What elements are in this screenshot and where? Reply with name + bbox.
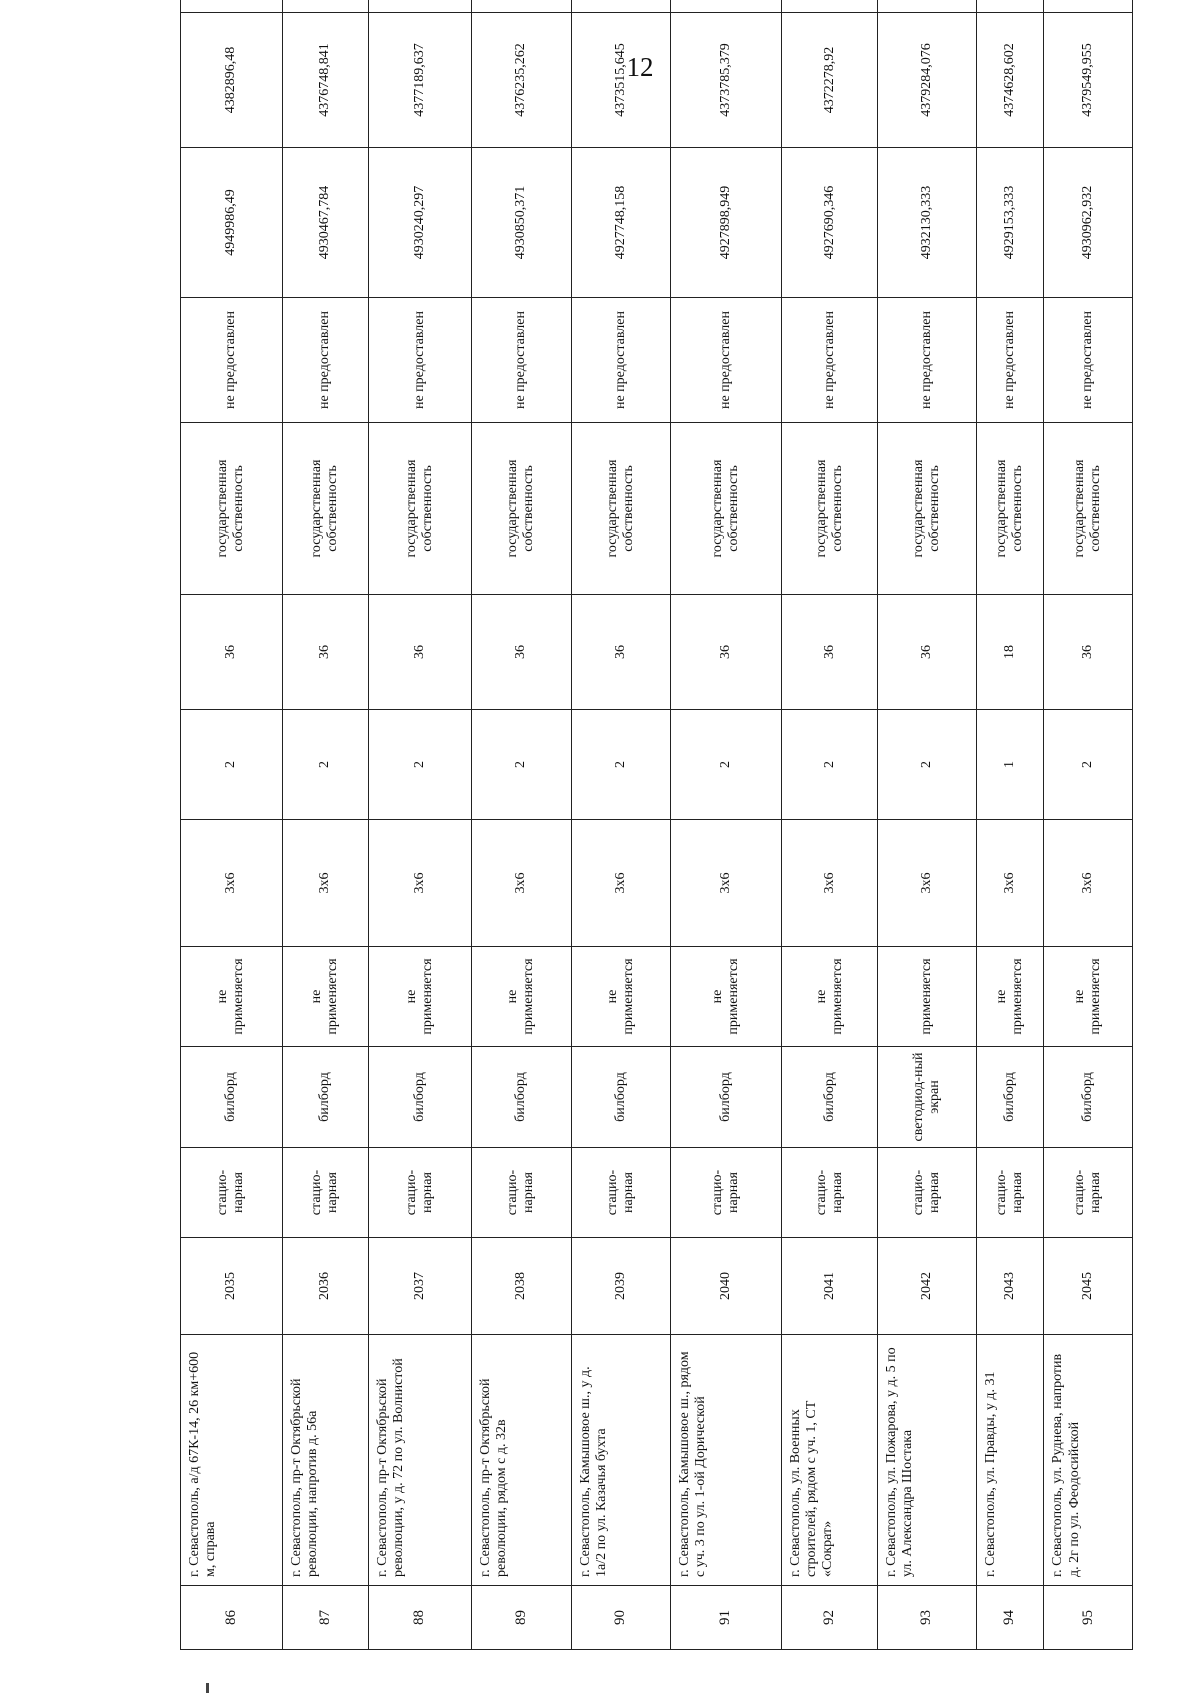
structure-type-cell: билборд bbox=[181, 1047, 283, 1148]
last-column-cell bbox=[1044, 0, 1133, 13]
coordinate-x-cell: 4927690,346 bbox=[782, 148, 878, 298]
row-number-cell: 90 bbox=[572, 1586, 670, 1650]
ownership-cell: государственная собственность bbox=[368, 423, 471, 595]
sides-cell: 2 bbox=[1044, 710, 1133, 820]
table-row bbox=[976, 0, 1044, 1650]
ownership-cell: государственная собственность bbox=[471, 423, 572, 595]
code-cell: 2035 bbox=[181, 1238, 283, 1335]
code-cell: 2037 bbox=[368, 1238, 471, 1335]
status-cell: не предоставлен bbox=[471, 298, 572, 423]
last-column-cell bbox=[471, 0, 572, 13]
area-cell: 36 bbox=[368, 595, 471, 710]
last-column-cell bbox=[670, 0, 781, 13]
code-cell: 2045 bbox=[1044, 1238, 1133, 1335]
table-row bbox=[368, 0, 471, 1650]
ownership-cell: государственная собственность bbox=[282, 423, 368, 595]
row-number-cell: 95 bbox=[1044, 1586, 1133, 1650]
address-cell: г. Севастополь, ул. Пожарова, у д. 5 по ул. Александра Шостака bbox=[878, 1335, 976, 1586]
size-cell: 3х6 bbox=[181, 820, 283, 947]
address-cell: г. Севастополь, ул. Правды, у д. 31 bbox=[976, 1335, 1044, 1586]
apply-cell: применяется bbox=[878, 947, 976, 1047]
status-cell: не предоставлен bbox=[368, 298, 471, 423]
area-cell: 36 bbox=[878, 595, 976, 710]
structure-kind-cell: стацио-нарная bbox=[782, 1148, 878, 1238]
structure-kind-cell: стацио-нарная bbox=[181, 1148, 283, 1238]
status-cell: не предоставлен bbox=[878, 298, 976, 423]
code-cell: 2039 bbox=[572, 1238, 670, 1335]
status-cell: не предоставлен bbox=[782, 298, 878, 423]
structure-kind-cell: стацио-нарная bbox=[976, 1148, 1044, 1238]
code-cell: 2043 bbox=[976, 1238, 1044, 1335]
structure-kind-cell: стацио-нарная bbox=[670, 1148, 781, 1238]
size-cell: 3х6 bbox=[1044, 820, 1133, 947]
structure-type-cell: билборд bbox=[782, 1047, 878, 1148]
structure-type-cell: билборд bbox=[368, 1047, 471, 1148]
coordinate-y-cell: 4382896,48 bbox=[181, 13, 283, 148]
size-cell: 3х6 bbox=[368, 820, 471, 947]
ownership-cell: государственная собственность bbox=[670, 423, 781, 595]
apply-cell: не применяется bbox=[670, 947, 781, 1047]
structure-type-cell: светодиод-ный экран bbox=[878, 1047, 976, 1148]
last-column-cell bbox=[282, 0, 368, 13]
table-row bbox=[471, 0, 572, 1650]
ownership-cell: государственная собственность bbox=[976, 423, 1044, 595]
coordinate-x-cell: 4930850,371 bbox=[471, 148, 572, 298]
structure-type-cell: билборд bbox=[1044, 1047, 1133, 1148]
sides-cell: 2 bbox=[368, 710, 471, 820]
status-cell: не предоставлен bbox=[282, 298, 368, 423]
ownership-cell: государственная собственность bbox=[878, 423, 976, 595]
ownership-cell: государственная собственность bbox=[782, 423, 878, 595]
table-row bbox=[181, 0, 283, 1650]
row-number-cell: 92 bbox=[782, 1586, 878, 1650]
row-number-cell: 91 bbox=[670, 1586, 781, 1650]
sides-cell: 2 bbox=[471, 710, 572, 820]
table-body bbox=[181, 0, 1133, 1650]
size-cell: 3х6 bbox=[976, 820, 1044, 947]
apply-cell: не применяется bbox=[782, 947, 878, 1047]
coordinate-y-cell: 4374628,602 bbox=[976, 13, 1044, 148]
row-number-cell: 89 bbox=[471, 1586, 572, 1650]
structure-kind-cell: стацио-нарная bbox=[1044, 1148, 1133, 1238]
table-row bbox=[782, 0, 878, 1650]
code-cell: 2042 bbox=[878, 1238, 976, 1335]
ownership-cell: государственная собственность bbox=[181, 423, 283, 595]
address-cell: г. Севастополь, пр-т Октябрьской революции, у д. 72 по ул. Волнистой bbox=[368, 1335, 471, 1586]
sides-cell: 2 bbox=[670, 710, 781, 820]
coordinate-y-cell: 4372278,92 bbox=[782, 13, 878, 148]
area-cell: 36 bbox=[670, 595, 781, 710]
status-cell: не предоставлен bbox=[670, 298, 781, 423]
size-cell: 3х6 bbox=[782, 820, 878, 947]
area-cell: 36 bbox=[782, 595, 878, 710]
table-row bbox=[1044, 0, 1133, 1650]
rotated-table-area bbox=[180, 43, 1133, 1650]
structure-kind-cell: стацио-нарная bbox=[282, 1148, 368, 1238]
sides-cell: 2 bbox=[181, 710, 283, 820]
apply-cell: не применяется bbox=[976, 947, 1044, 1047]
row-number-cell: 88 bbox=[368, 1586, 471, 1650]
coordinate-x-cell: 4930962,932 bbox=[1044, 148, 1133, 298]
size-cell: 3х6 bbox=[282, 820, 368, 947]
status-cell: не предоставлен bbox=[572, 298, 670, 423]
sides-cell: 1 bbox=[976, 710, 1044, 820]
coordinate-y-cell: 4373515,645 bbox=[572, 13, 670, 148]
table-row bbox=[282, 0, 368, 1650]
sides-cell: 2 bbox=[782, 710, 878, 820]
coordinate-y-cell: 4376235,262 bbox=[471, 13, 572, 148]
address-cell: г. Севастополь, Камышовое ш., у д. 1а/2 по ул. Казачья бухта bbox=[572, 1335, 670, 1586]
size-cell: 3х6 bbox=[878, 820, 976, 947]
last-column-cell bbox=[181, 0, 283, 13]
status-cell: не предоставлен bbox=[181, 298, 283, 423]
structure-kind-cell: стацио-нарная bbox=[878, 1148, 976, 1238]
table-row bbox=[572, 0, 670, 1650]
area-cell: 36 bbox=[282, 595, 368, 710]
advertising-structures-table bbox=[180, 0, 1133, 1650]
coordinate-y-cell: 4377189,637 bbox=[368, 13, 471, 148]
address-cell: г. Севастополь, ул. Военных строителей, рядом с уч. 1, СТ «Сократ» bbox=[782, 1335, 878, 1586]
address-cell: г. Севастополь, а/д 67К-14, 26 км+600 м, справа bbox=[181, 1335, 283, 1586]
coordinate-x-cell: 4927748,158 bbox=[572, 148, 670, 298]
coordinate-x-cell: 4930240,297 bbox=[368, 148, 471, 298]
structure-type-cell: билборд bbox=[572, 1047, 670, 1148]
ownership-cell: государственная собственность bbox=[1044, 423, 1133, 595]
row-number-cell: 93 bbox=[878, 1586, 976, 1650]
code-cell: 2036 bbox=[282, 1238, 368, 1335]
last-column-cell bbox=[572, 0, 670, 13]
coordinate-y-cell: 4379549,955 bbox=[1044, 13, 1133, 148]
apply-cell: не применяется bbox=[572, 947, 670, 1047]
area-cell: 36 bbox=[1044, 595, 1133, 710]
sides-cell: 2 bbox=[282, 710, 368, 820]
last-column-cell bbox=[368, 0, 471, 13]
ownership-cell: государственная собственность bbox=[572, 423, 670, 595]
address-cell: г. Севастополь, пр-т Октябрьской революции, рядом с д. 32в bbox=[471, 1335, 572, 1586]
area-cell: 18 bbox=[976, 595, 1044, 710]
coordinate-x-cell: 4932130,333 bbox=[878, 148, 976, 298]
apply-cell: не применяется bbox=[368, 947, 471, 1047]
address-cell: г. Севастополь, пр-т Октябрьской революции, напротив д. 56а bbox=[282, 1335, 368, 1586]
coordinate-x-cell: 4949986,49 bbox=[181, 148, 283, 298]
area-cell: 36 bbox=[181, 595, 283, 710]
page-number: 12 bbox=[626, 52, 654, 82]
code-cell: 2038 bbox=[471, 1238, 572, 1335]
size-cell: 3х6 bbox=[572, 820, 670, 947]
table-row bbox=[878, 0, 976, 1650]
last-column-cell bbox=[976, 0, 1044, 13]
address-cell: г. Севастополь, Камышовое ш., рядом с уч. 3 по ул. 1-ой Дорической bbox=[670, 1335, 781, 1586]
apply-cell: не применяется bbox=[282, 947, 368, 1047]
coordinate-y-cell: 4373785,379 bbox=[670, 13, 781, 148]
area-cell: 36 bbox=[572, 595, 670, 710]
coordinate-y-cell: 4376748,841 bbox=[282, 13, 368, 148]
structure-type-cell: билборд bbox=[976, 1047, 1044, 1148]
structure-kind-cell: стацио-нарная bbox=[368, 1148, 471, 1238]
coordinate-y-cell: 4379284,076 bbox=[878, 13, 976, 148]
scan-mark bbox=[206, 1683, 209, 1693]
status-cell: не предоставлен bbox=[976, 298, 1044, 423]
area-cell: 36 bbox=[471, 595, 572, 710]
sides-cell: 2 bbox=[572, 710, 670, 820]
table-rotated-container bbox=[180, 43, 1133, 1650]
structure-kind-cell: стацио-нарная bbox=[471, 1148, 572, 1238]
structure-type-cell: билборд bbox=[282, 1047, 368, 1148]
apply-cell: не применяется bbox=[1044, 947, 1133, 1047]
apply-cell: не применяется bbox=[181, 947, 283, 1047]
code-cell: 2041 bbox=[782, 1238, 878, 1335]
last-column-cell bbox=[878, 0, 976, 13]
apply-cell: не применяется bbox=[471, 947, 572, 1047]
last-column-cell bbox=[782, 0, 878, 13]
status-cell: не предоставлен bbox=[1044, 298, 1133, 423]
code-cell: 2040 bbox=[670, 1238, 781, 1335]
coordinate-x-cell: 4927898,949 bbox=[670, 148, 781, 298]
address-cell: г. Севастополь, ул. Руднева, напротив д. 2г по ул. Феодосийской bbox=[1044, 1335, 1133, 1586]
structure-kind-cell: стацио-нарная bbox=[572, 1148, 670, 1238]
coordinate-x-cell: 4929153,333 bbox=[976, 148, 1044, 298]
row-number-cell: 86 bbox=[181, 1586, 283, 1650]
structure-type-cell: билборд bbox=[471, 1047, 572, 1148]
sides-cell: 2 bbox=[878, 710, 976, 820]
structure-type-cell: билборд bbox=[670, 1047, 781, 1148]
row-number-cell: 87 bbox=[282, 1586, 368, 1650]
coordinate-x-cell: 4930467,784 bbox=[282, 148, 368, 298]
row-number-cell: 94 bbox=[976, 1586, 1044, 1650]
size-cell: 3х6 bbox=[471, 820, 572, 947]
size-cell: 3х6 bbox=[670, 820, 781, 947]
table-row bbox=[670, 0, 781, 1650]
